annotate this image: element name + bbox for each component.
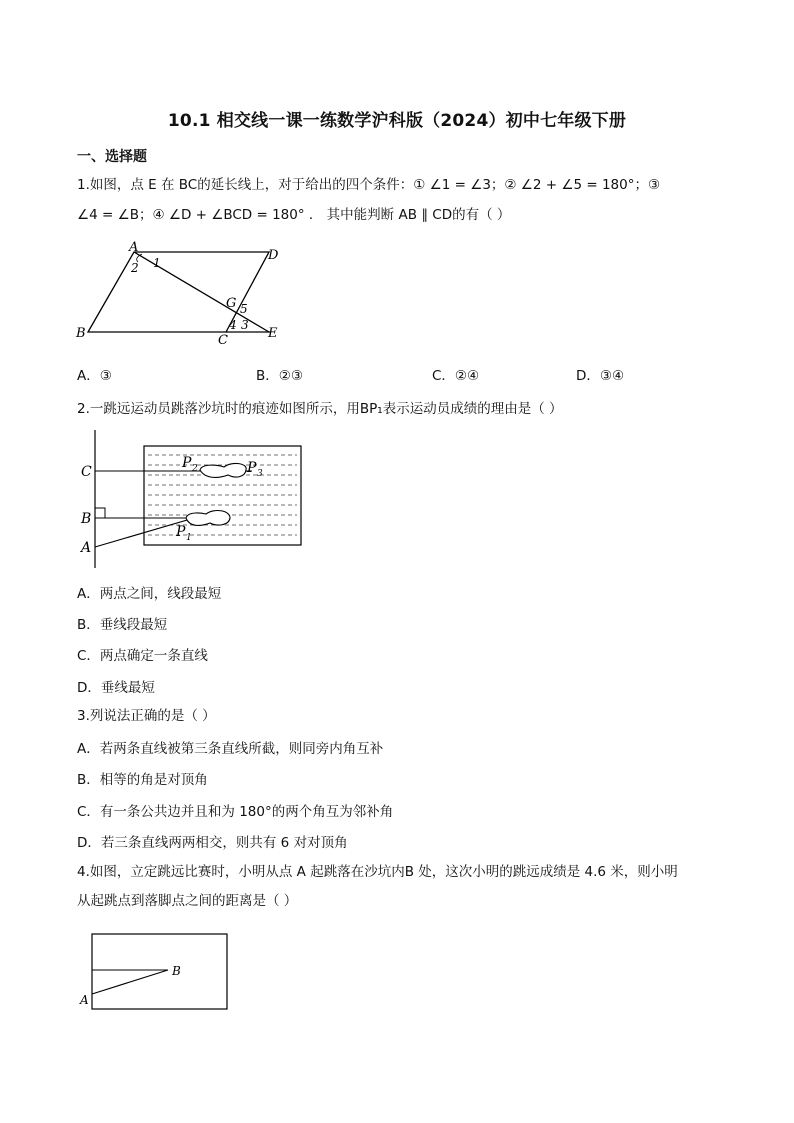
q3-text: 3.列说法正确的是（ ） (77, 708, 216, 724)
q3-option-c: C．有一条公共边并且和为 180°的两个角互为邻补角 (77, 804, 394, 820)
q2-label-P2: P (182, 455, 192, 471)
q1-text-line1: 1.如图，点 E 在 BC的延长线上，对于给出的四个条件：① ∠1 = ∠3；② ∠2 + ∠5 = 180°；③ (77, 177, 661, 193)
q1-label-4: 4 (229, 318, 237, 332)
q1-option-c: C．②④ (432, 368, 480, 384)
q4-text-line1: 4.如图，立定跳远比赛时，小明从点 A 起跳落在沙坑内B 处，这次小明的跳远成绩是 4.6 米，则小明 (77, 864, 678, 880)
q2-label-B: B (81, 511, 92, 527)
q2-option-b: B．垂线段最短 (77, 617, 168, 633)
q1-figure (76, 240, 286, 350)
q3-option-b: B．相等的角是对顶角 (77, 772, 208, 788)
q3-option-a: A．若两条直线被第三条直线所截，则同旁内角互补 (77, 741, 384, 757)
q1-label-D: D (268, 248, 279, 263)
q2-sub-3: 3 (257, 469, 263, 479)
q1-option-a: A．③ (77, 368, 112, 384)
q2-label-P3: P (247, 460, 257, 476)
q2-sub-2: 2 (192, 464, 198, 474)
q4-text-line2: 从起跳点到落脚点之间的距离是（ ） (77, 893, 298, 909)
section-heading: 一、选择题 (77, 149, 147, 165)
q1-label-G: G (226, 296, 237, 311)
q2-sub-1: 1 (186, 533, 192, 543)
q1-label-E: E (268, 326, 278, 341)
q2-label-A: A (81, 540, 92, 556)
q2-option-c: C．两点确定一条直线 (77, 648, 208, 664)
q2-option-a: A．两点之间，线段最短 (77, 586, 222, 602)
q1-label-1: 1 (153, 256, 161, 270)
q4-figure (78, 932, 230, 1012)
q1-label-C: C (218, 333, 228, 348)
q4-label-B: B (172, 964, 181, 978)
q1-option-b: B．②③ (256, 368, 303, 384)
q4-label-A: A (80, 993, 89, 1007)
q2-label-P1: P (176, 524, 186, 540)
q1-label-B: B (76, 326, 86, 341)
q3-option-d: D．若三条直线两两相交，则共有 6 对对顶角 (77, 835, 348, 851)
page-title: 10.1 相交线一课一练数学沪科版（2024）初中七年级下册 (167, 111, 627, 131)
q1-label-A: A (129, 240, 139, 255)
q1-label-2: 2 (131, 261, 139, 275)
q1-label-3: 3 (241, 318, 249, 332)
q1-text-line2: ∠4 = ∠B；④ ∠D + ∠BCD = 180° ． 其中能判断 AB ∥ CD的有（ ） (77, 207, 511, 223)
q2-label-C: C (81, 464, 92, 480)
q2-text: 2.一跳远运动员跳落沙坑时的痕迹如图所示，用BP₁表示运动员成绩的理由是（ ） (77, 401, 563, 417)
q1-option-d: D．③④ (576, 368, 625, 384)
q2-figure (78, 430, 308, 570)
q2-option-d: D．垂线最短 (77, 680, 155, 696)
q1-label-5: 5 (240, 302, 248, 316)
